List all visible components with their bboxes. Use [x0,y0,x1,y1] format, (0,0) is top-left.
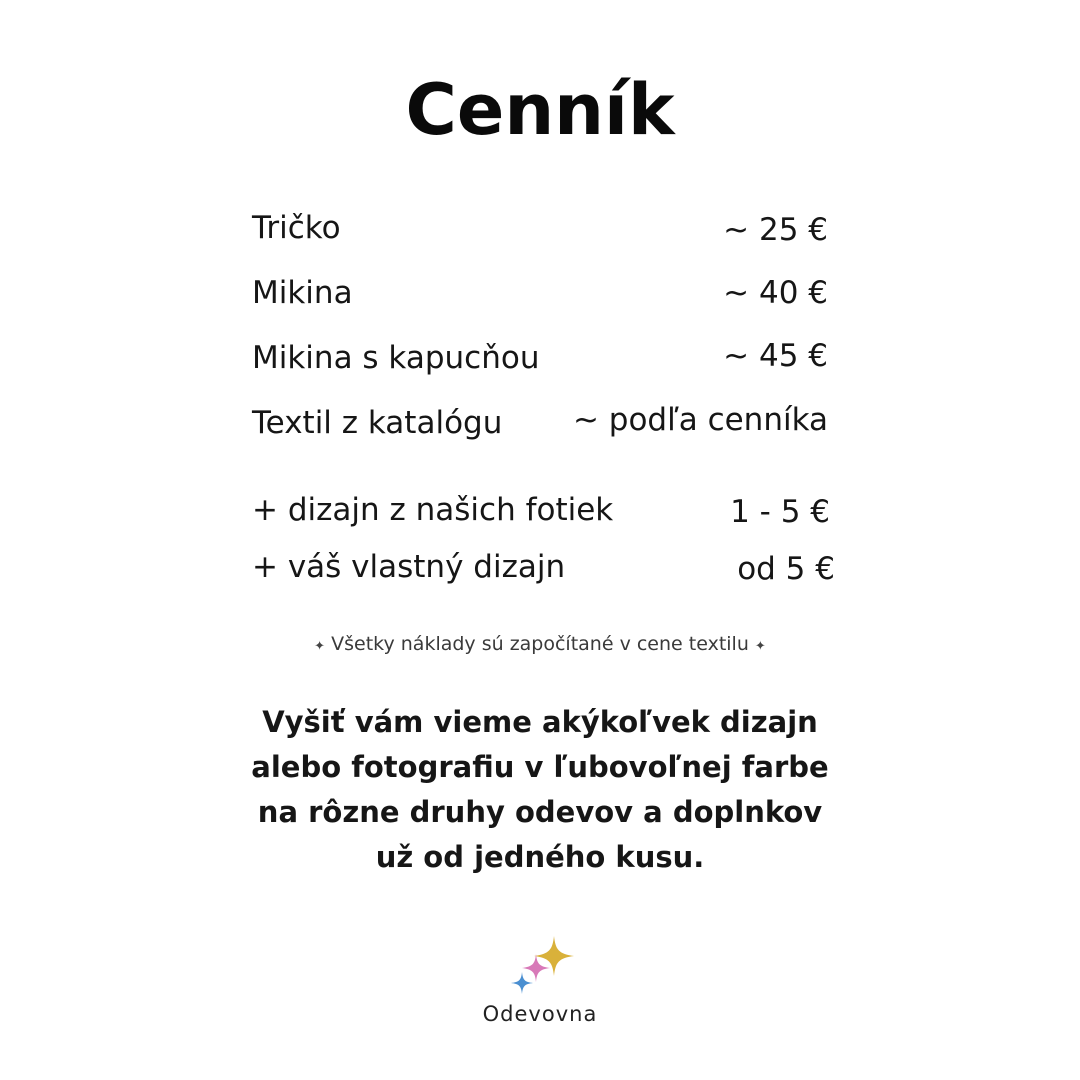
statement-line: alebo fotografiu v ľubovoľnej farbe [251,750,829,784]
price-value-tricko: ~ 25 € [723,212,828,248]
sparkle-icon: ✦ [754,639,766,654]
price-value-mikina-kapucna: ~ 45 € [723,338,828,374]
brand-logo [440,930,640,1040]
extra-value-nase-fotky: 1 - 5 € [730,494,830,530]
price-value-mikina: ~ 40 € [723,275,828,311]
statement-line: už od jedného kusu. [375,840,705,874]
cost-note [0,630,1080,661]
page-title: Cenník [405,69,675,151]
price-label-mikina-kapucna: Mikina s kapucňou [252,340,540,376]
sparkle-icon: ✦ [314,639,326,654]
statement-line: na rôzne druhy odevov a doplnkov [257,795,823,829]
extra-value-vlastny-dizajn: od 5 € [737,551,835,587]
sparkles-icon [502,934,582,1006]
statement-line: Vyšiť vám vieme akýkoľvek dizajn [262,705,818,739]
price-label-textil-katalog: Textil z katalógu [252,405,503,441]
brand-name: Odevovna [482,1002,598,1026]
cost-note-text: Všetky náklady sú započítané v cene textilu [331,633,749,655]
price-label-tricko: Tričko [252,210,341,246]
extra-label-nase-fotky: + dizajn z našich fotiek [252,492,614,528]
price-label-mikina: Mikina [252,275,353,311]
price-value-textil-katalog: ~ podľa cenníka [572,402,828,438]
extra-label-vlastny-dizajn: + váš vlastný dizajn [252,549,566,585]
embroidery-statement [190,700,890,880]
